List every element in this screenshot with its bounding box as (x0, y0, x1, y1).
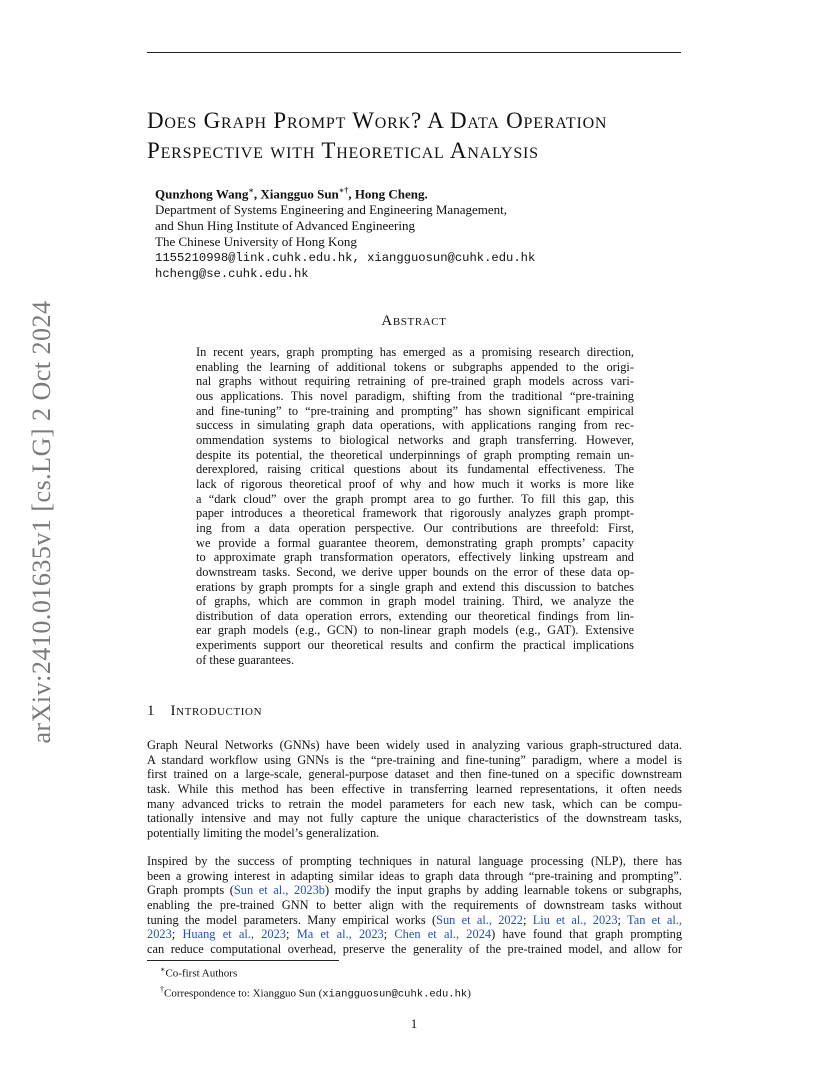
abstract-line: success in simulating graph data operations, with applications ranging from rec- (196, 418, 634, 433)
citation-link[interactable]: Sun et al., 2022 (436, 912, 523, 927)
text-run: ) have found that graph prompting (491, 927, 683, 942)
paragraph-line: 2023; Huang et al., 2023; Ma et al., 2023; Chen et al., 2024) have found that graph prompting (147, 927, 683, 942)
citation-link[interactable]: 2023 (147, 927, 172, 942)
citation-link[interactable]: Chen et al., 2024 (394, 927, 492, 942)
author-emails[interactable]: 1155210998@link.cuhk.edu.hk, xiangguosun@cuhk.edu.hk (155, 251, 536, 266)
title-line: Does Graph Prompt Work? A Data Operation (147, 108, 608, 133)
paragraph-line: tuning the model parameters. Many empirical works (Sun et al., 2022; Liu et al., 2023; Tan et al., (147, 912, 682, 927)
abstract-line: ing from a data operation perspective. Our contributions are threefold: First, (196, 520, 634, 535)
citation-link[interactable]: Liu et al., 2023 (532, 912, 618, 927)
intro-paragraph-1 (147, 738, 682, 841)
abstract-line: ous applications. This novel paradigm, shifting from the traditional “pre-training (196, 388, 634, 403)
footnote-2 (160, 982, 471, 1003)
abstract-line: experiments support our theoretical results and confirm the practical implications (196, 638, 634, 653)
abstract-line: derexplored, raising critical questions about its fundamental effectiveness. The (196, 462, 634, 477)
abstract-line: despite its potential, the theoretical underpinnings of graph prompting remain un- (196, 447, 634, 462)
paragraph-line: tationally intensive and may not fully capture the unique characteristics of the downstream tasks, (147, 811, 682, 826)
footnote-mark: ∗ (160, 965, 166, 974)
section-heading (147, 703, 262, 720)
abstract-line: and fine-tuning” to “pre-training and prompting” has shown significant empirical (196, 403, 634, 418)
paragraph-line: first trained on a large-scale, general-purpose dataset and then fine-tuned on a specific downstream (147, 767, 682, 782)
footnote-1 (160, 962, 471, 982)
paper-title (147, 106, 707, 166)
abstract-line: erations by graph prompts for a single graph and extend this discussion to batches (196, 579, 634, 594)
footnote-text: Co-first Authors (165, 967, 238, 980)
author-names: Qunzhong Wang∗, Xiangguo Sun∗†, Hong Cheng. (155, 186, 428, 202)
paragraph-line: Inspired by the success of prompting techniques in natural language processing (NLP), there has (147, 854, 682, 868)
paragraph-line: been a growing interest in adapting similar ideas to graph data through “pre-training and prompting”. (147, 868, 682, 883)
text-run: tuning the model parameters. Many empirical works ( (147, 912, 437, 927)
abstract-line: In recent years, graph prompting has emerged as a promising research direction, (196, 345, 634, 359)
footnote-text: Correspondence to: Xiangguo Sun ( (164, 987, 323, 1000)
abstract-line: distribution of data operation errors, extending our theoretical findings from lin- (196, 608, 634, 623)
paragraph-line: potentially limiting the model’s generalization. (147, 825, 380, 840)
footnote-mark: † (160, 984, 164, 994)
author-name: Hong Cheng. (354, 186, 428, 202)
citation-link[interactable]: Ma et al., 2023 (296, 927, 384, 942)
footnote-rule (147, 960, 339, 961)
text-run: ) modify the input graphs by adding learnable tokens or subgraphs, (325, 883, 682, 898)
paragraph-line: task. While this method has been effective in transferring learned representations, it often needs (147, 781, 682, 796)
footnote-text: ) (467, 987, 471, 1000)
abstract-line: of these guarantees. (196, 652, 295, 667)
abstract-line: to approximate graph transformation operators, effectively linking upstream and (196, 550, 634, 565)
paragraph-line: enabling the pre-trained GNN to better align with the requirements of downstream tasks without (147, 897, 682, 912)
author-name: Qunzhong Wang (155, 186, 249, 202)
abstract-line: nal graphs without requiring retraining of pre-trained graph models across vari- (196, 374, 634, 389)
text-run: Graph prompts ( (147, 883, 234, 898)
paragraph-line: A standard workflow using GNNs is the “pre-training and fine-tuning” paradigm, where a model is (147, 752, 682, 767)
abstract-line: we provide a formal guarantee theorem, demonstrating graph prompts’ capacity (196, 535, 634, 550)
paragraph-line (147, 883, 682, 898)
header-rule (147, 52, 681, 53)
citation-link[interactable]: Sun et al., 2023b (233, 883, 325, 898)
author-block (155, 183, 715, 282)
abstract-line: downstream tasks. Second, we derive upper bounds on the error of these data op- (196, 564, 634, 579)
author-name: Xiangguo Sun (260, 186, 339, 202)
paragraph-line: Graph Neural Networks (GNNs) have been widely used in analyzing various graph-structured data. (147, 738, 682, 752)
abstract-line: paper introduces a theoretical framework that rigorously analyzes graph prompt- (196, 506, 634, 521)
title-line: Perspective with Theoretical Analysis (147, 138, 539, 163)
abstract-line: lack of rigorous theoretical proof of why and how much it works is more like (196, 476, 634, 491)
intro-paragraph-2 (147, 854, 682, 957)
author-email[interactable]: hcheng@se.cuhk.edu.hk (155, 267, 309, 282)
abstract-text (196, 345, 634, 667)
abstract-line: ommendation systems to biological networks and graph transferring. However, (196, 432, 634, 447)
abstract-line: enabling the learning of additional tokens or subgraphs appended to the origi- (196, 359, 634, 374)
affiliation-line: and Shun Hing Institute of Advanced Engineering (155, 218, 415, 234)
page-number: 1 (410, 1016, 418, 1031)
author-mark: ∗ (248, 186, 254, 195)
footnote-email[interactable]: xiangguosun@cuhk.edu.hk (322, 988, 468, 1001)
citation-link[interactable]: Huang et al., 2023 (182, 927, 287, 942)
abstract-line: ear graph models (e.g., GCN) to non-linear graph models (e.g., GAT). Extensive (196, 623, 634, 638)
affiliation-line: The Chinese University of Hong Kong (155, 234, 357, 250)
abstract-line: of graphs, which are common in graph model training. Third, we analyze the (196, 594, 634, 609)
paragraph-line: many advanced tricks to retrain the model parameters for each new task, which can be compu- (147, 796, 682, 811)
citation-link[interactable]: Tan et al., (627, 912, 682, 927)
arxiv-identifier[interactable]: arXiv:2410.01635v1 [cs.LG] 2 Oct 2024 (27, 300, 56, 744)
author-mark: ∗† (338, 186, 349, 195)
abstract-heading: Abstract (381, 313, 447, 329)
section-number: 1 (147, 703, 155, 719)
abstract-line: a “dark cloud” over the graph prompt area to go further. To fill this gap, this (196, 491, 634, 506)
section-title: Introduction (170, 703, 263, 719)
paragraph-line: can reduce computational overhead, preserve the generality of the pre-trained model, and allow for (147, 941, 682, 956)
affiliation-line: Department of Systems Engineering and Engineering Management, (155, 202, 507, 218)
footnotes (160, 962, 471, 1002)
